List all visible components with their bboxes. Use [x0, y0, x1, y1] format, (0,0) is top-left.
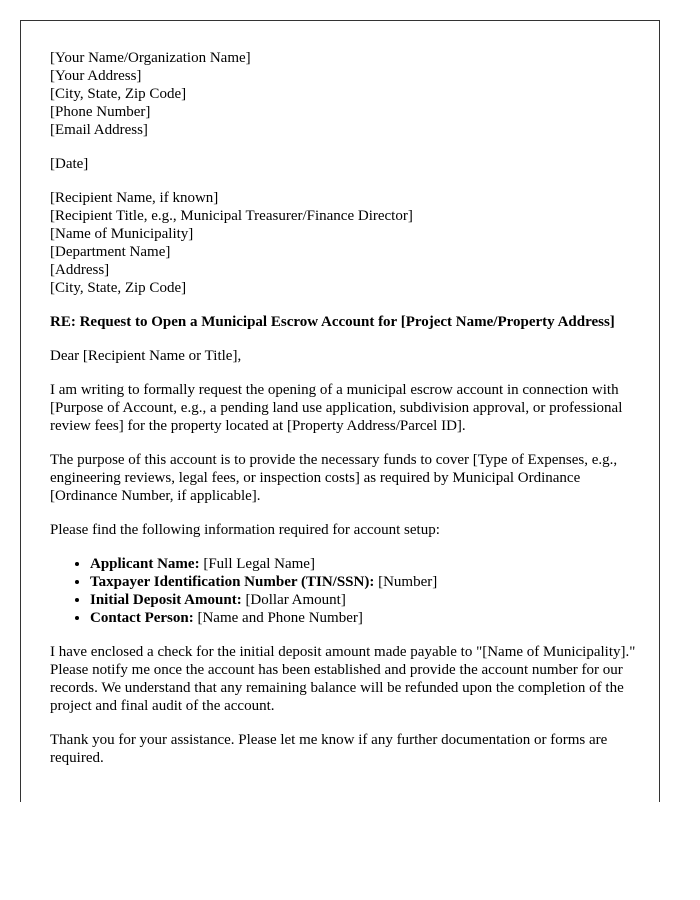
- paragraph-thanks: Thank you for your assistance. Please let me know if any further documentation or forms are required.: [50, 732, 608, 766]
- recipient-title: [Recipient Title, e.g., Municipal Treasurer/Finance Director]: [50, 208, 413, 224]
- date-block: [50, 155, 646, 173]
- info-label: Taxpayer Identification Number (TIN/SSN):: [90, 574, 375, 590]
- letter-page: [20, 20, 660, 802]
- paragraph-info-intro: Please find the following information required for account setup:: [50, 522, 440, 538]
- info-value: [Full Legal Name]: [199, 556, 315, 572]
- info-label: Applicant Name:: [90, 556, 200, 572]
- letter-date: [Date]: [50, 156, 89, 172]
- sender-phone: [Phone Number]: [50, 104, 151, 120]
- sender-email: [Email Address]: [50, 122, 148, 138]
- paragraph-request: I am writing to formally request the opening of a municipal escrow account in connection with [Purpose of Account, e.g., a pending land use application, subdivision approval, or professional review fees] for the property located at [Property Address/Parcel ID].: [50, 382, 623, 434]
- list-item: [90, 591, 646, 609]
- info-label: Contact Person:: [90, 610, 194, 626]
- paragraph-enclosure: I have enclosed a check for the initial deposit amount made payable to "[Name of Municipality]." Please notify me once the account has been established and provide the account number for our records. We understand that any remaining balance will be refunded upon the completion of the project and final audit of the account.: [50, 644, 636, 714]
- recipient-address: [Address]: [50, 262, 110, 278]
- info-value: [Name and Phone Number]: [193, 610, 363, 626]
- recipient-block: [50, 189, 646, 297]
- recipient-municipality: [Name of Municipality]: [50, 226, 194, 242]
- recipient-name: [Recipient Name, if known]: [50, 190, 219, 206]
- paragraph-purpose: The purpose of this account is to provide the necessary funds to cover [Type of Expenses, e.g., engineering reviews, legal fees, or inspection costs] as required by Municipal Ordinance [Ordinance Number, if applicable].: [50, 452, 618, 504]
- info-value: [Dollar Amount]: [241, 592, 346, 608]
- list-item: [90, 555, 646, 573]
- letter-body: [50, 49, 646, 783]
- info-value: [Number]: [374, 574, 438, 590]
- info-label: Initial Deposit Amount:: [90, 592, 242, 608]
- sender-block: [50, 49, 646, 139]
- account-info-list: [50, 555, 646, 627]
- salutation: Dear [Recipient Name or Title],: [50, 348, 242, 364]
- recipient-department: [Department Name]: [50, 244, 171, 260]
- list-item: [90, 609, 646, 627]
- sender-address: [Your Address]: [50, 68, 142, 84]
- subject-line: RE: Request to Open a Municipal Escrow Account for [Project Name/Property Address]: [50, 314, 615, 330]
- list-item: [90, 573, 646, 591]
- recipient-city-state-zip: [City, State, Zip Code]: [50, 280, 187, 296]
- sender-name: [Your Name/Organization Name]: [50, 50, 251, 66]
- sender-city-state-zip: [City, State, Zip Code]: [50, 86, 187, 102]
